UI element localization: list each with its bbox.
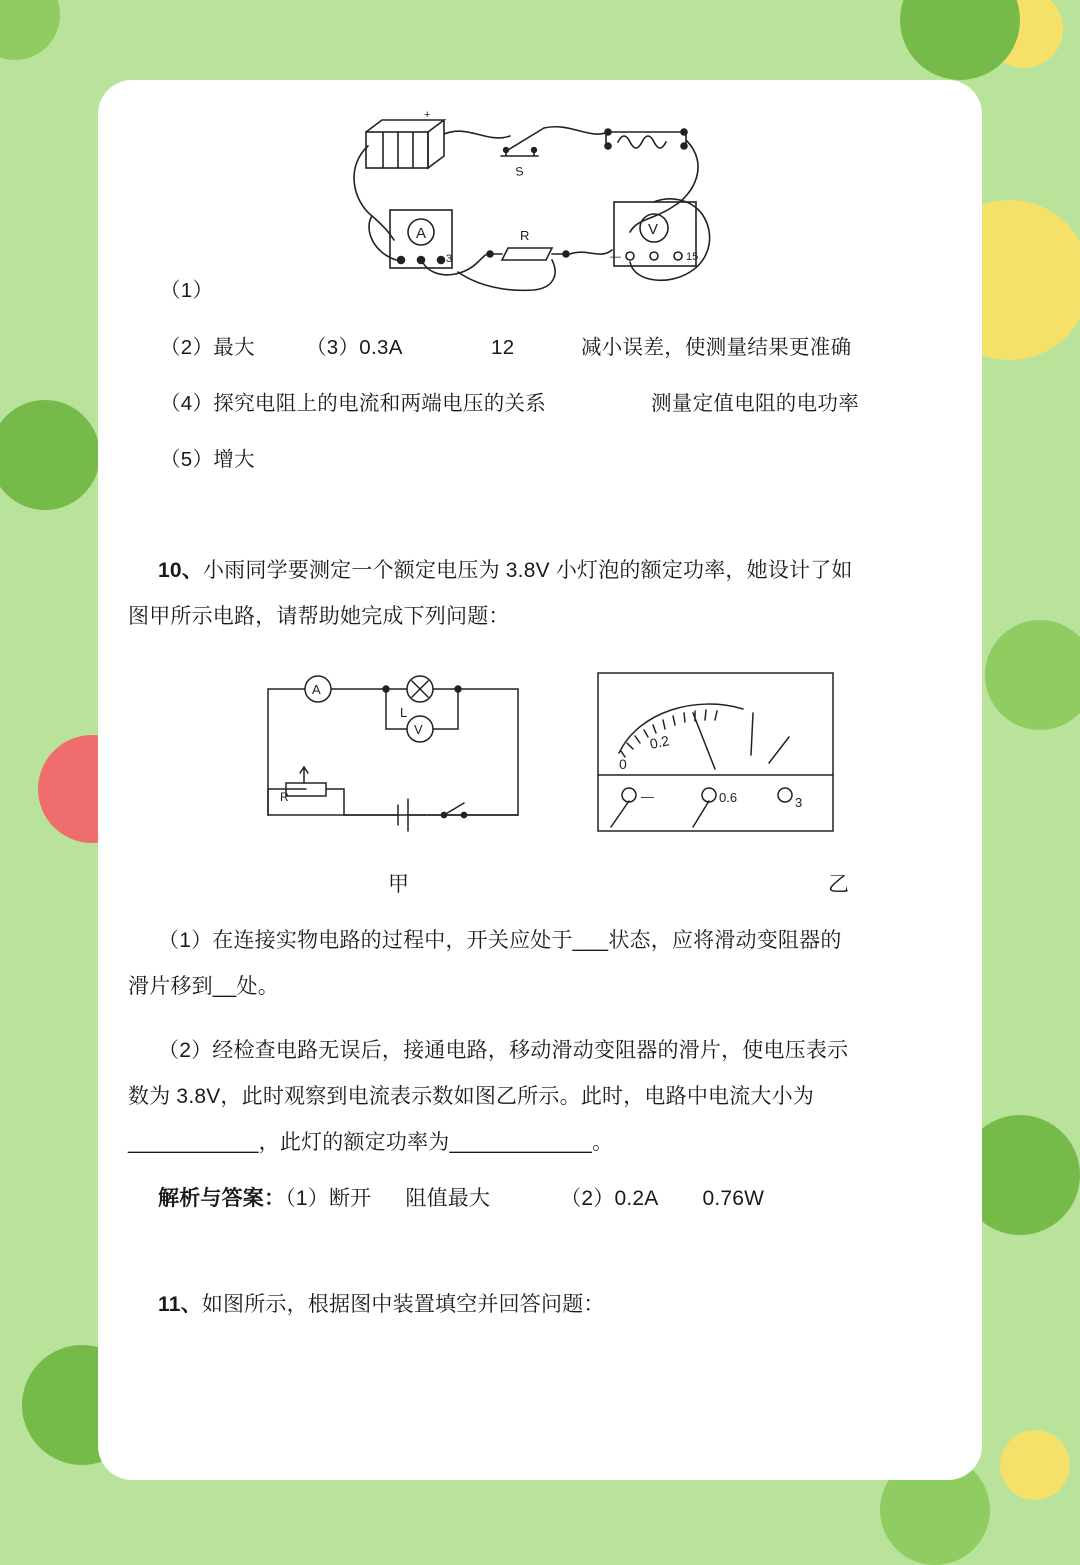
question-10-stem-line-2-wrap bbox=[128, 594, 968, 640]
answer-line-1: （1） bbox=[160, 279, 214, 302]
question-10-sub-2-line-3: ___________，此灯的额定功率为____________。 bbox=[128, 1131, 614, 1154]
answer-line-2-part-3: 12 bbox=[491, 336, 515, 359]
svg-text:R: R bbox=[520, 228, 530, 243]
question-11 bbox=[158, 1282, 982, 1328]
answer-part-2: 阻值最大 bbox=[405, 1187, 491, 1210]
decor-circle-green-right-mid bbox=[985, 620, 1080, 730]
svg-text:3: 3 bbox=[446, 253, 453, 265]
svg-text:S: S bbox=[514, 163, 525, 179]
svg-text:A: A bbox=[416, 225, 427, 242]
decor-circle-green-left bbox=[0, 400, 100, 510]
svg-text:V: V bbox=[414, 722, 423, 737]
answer-part-1: （1）断开 bbox=[285, 1187, 372, 1210]
answer-part-3: （2）0.2A bbox=[560, 1187, 659, 1210]
question-10-answer bbox=[158, 1176, 982, 1222]
svg-text:0.2: 0.2 bbox=[648, 732, 671, 752]
question-10-number: 10、 bbox=[158, 559, 203, 582]
decor-circle-yellow-bottom bbox=[1000, 1430, 1070, 1500]
question-11-number: 11、 bbox=[158, 1293, 202, 1316]
svg-text:—: — bbox=[641, 789, 654, 804]
question-10-stem-line-2: 图甲所示电路，请帮助她完成下列问题： bbox=[128, 605, 510, 628]
question-10-sub-2-line-2: 数为 3.8V，此时观察到电流表示数如图乙所示。此时，电路中电流大小为 bbox=[128, 1085, 815, 1108]
svg-text:L: L bbox=[400, 705, 408, 720]
svg-text:V: V bbox=[648, 221, 659, 238]
decor-circle-green-top bbox=[900, 0, 1020, 80]
svg-text:+: + bbox=[424, 110, 431, 121]
question-10-sub-1-line-2: 滑片移到__处。 bbox=[128, 975, 279, 998]
question-11-text: 如图所示，根据图中装置填空并回答问题： bbox=[201, 1293, 605, 1316]
answer-line-2-part-2: （3）0.3A bbox=[306, 336, 403, 359]
answer-line-2-part-1: （2）最大 bbox=[160, 336, 255, 359]
figure-yi-ammeter bbox=[593, 665, 843, 845]
answer-line-4: （5）增大 bbox=[160, 448, 255, 471]
question-10-stem bbox=[158, 548, 958, 594]
svg-text:R: R bbox=[280, 790, 289, 804]
figure-physical-circuit bbox=[338, 110, 758, 325]
answer-line-2-part-4: 减小误差，使测量结果更准确 bbox=[581, 336, 852, 359]
svg-text:15: 15 bbox=[686, 251, 699, 263]
figure-label-jia: 甲 bbox=[388, 873, 409, 896]
figure-jia-schematic bbox=[248, 665, 538, 845]
svg-text:0.6: 0.6 bbox=[719, 790, 738, 805]
decor-circle-green-topleft bbox=[0, 0, 60, 60]
figure-label-yi: 乙 bbox=[828, 873, 849, 896]
answer-line-3-part-1: （4）探究电阻上的电流和两端电压的关系 bbox=[160, 392, 547, 415]
svg-text:—: — bbox=[610, 251, 621, 263]
answer-part-4: 0.76W bbox=[702, 1187, 765, 1210]
worksheet-page bbox=[98, 80, 982, 1480]
svg-text:3: 3 bbox=[795, 795, 803, 810]
answer-line-3-part-2: 测量定值电阻的电功率 bbox=[651, 392, 859, 415]
svg-text:0: 0 bbox=[619, 756, 627, 772]
svg-text:A: A bbox=[312, 682, 321, 697]
question-10-stem-line-1: 小雨同学要测定一个额定电压为 3.8V 小灯泡的额定功率，她设计了如 bbox=[202, 559, 853, 582]
answer-label: 解析与答案： bbox=[158, 1187, 286, 1210]
question-10-sub-2-line-1: （2）经检查电路无误后，接通电路，移动滑动变阻器的滑片，使电压表示 bbox=[158, 1039, 849, 1062]
question-10-sub-1-line-1: （1）在连接实物电路的过程中，开关应处于___状态，应将滑动变阻器的 bbox=[158, 929, 842, 952]
